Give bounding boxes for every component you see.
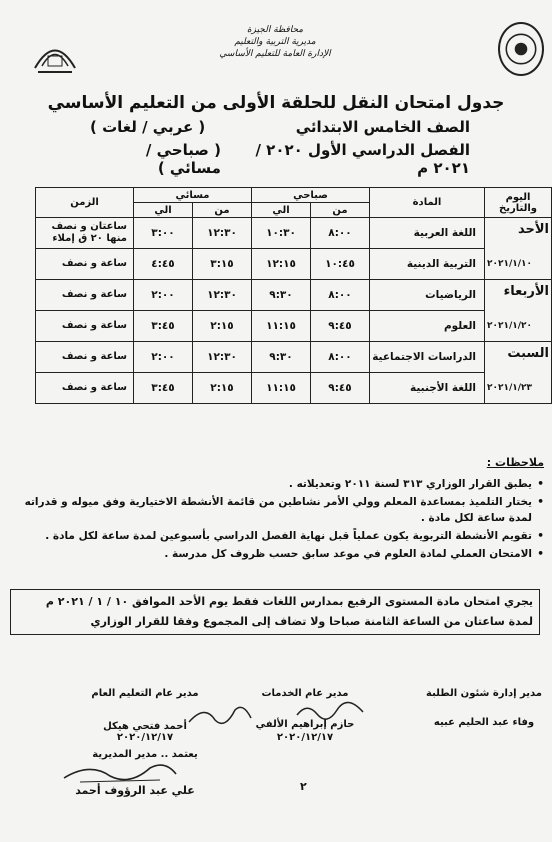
exam-note-line-2: لمدة ساعتان من الساعة الثامنة صباحا ولا تضاف إلى المجموع وفقا للقرار الوزاري	[90, 615, 533, 628]
exam-note-box	[10, 589, 540, 635]
schedule-table	[35, 187, 552, 404]
duration-cell: ساعة و نصف	[36, 311, 134, 342]
page-title: جدول امتحان النقل للحلقة الأولى من التعليم الأساسي	[47, 93, 505, 113]
morning-to-cell: ٩:٣٠	[252, 280, 311, 311]
evening-from-cell: ٢:١٥	[193, 311, 252, 342]
duration-cell: ساعة و نصف	[36, 249, 134, 280]
day-name: الأحد	[517, 222, 549, 237]
col-evening: مسائي	[134, 188, 252, 203]
evening-from-cell: ١٢:٣٠	[193, 342, 252, 373]
note-item: • يختار التلميذ بمساعدة المعلم وولي الأمر نشاطين من قائمة الأنشطة الاختيارية وفق ميوله و قدراته لمدة ساعة لكل مادة .	[4, 494, 544, 526]
subject-cell: التربية الدينية	[370, 249, 485, 280]
evening-from-cell: ٢:١٥	[193, 373, 252, 404]
day-date: ٢٠٢١/١/١٠	[487, 259, 533, 269]
morning-from-cell: ٨:٠٠	[311, 280, 370, 311]
services-signature-icon	[295, 700, 365, 722]
table-row	[36, 249, 552, 280]
day-date: ٢٠٢١/١/٢٣	[487, 383, 533, 393]
subject-cell: اللغة الأجنبية	[370, 373, 485, 404]
track-label: ( عربي / لغات )	[90, 118, 206, 136]
morning-to-cell: ١١:١٥	[252, 373, 311, 404]
subject-cell: العلوم	[370, 311, 485, 342]
evening-from-cell: ٣:١٥	[193, 249, 252, 280]
signature-date: ٢٠٢٠/١٢/١٧	[276, 732, 334, 743]
table-row	[36, 280, 552, 311]
page-number: ٢	[300, 780, 307, 793]
evening-to-cell: ٣:٠٠	[134, 218, 193, 249]
day-date: ٢٠٢١/١/٢٠	[487, 321, 533, 331]
morning-from-cell: ٨:٠٠	[311, 342, 370, 373]
director-name: علي عبد الرؤوف أحمد	[75, 784, 195, 797]
table-row	[36, 342, 552, 373]
approve-label: يعتمد .. مدير المديرية	[92, 749, 198, 760]
signature-name: حازم إبراهيم الألفي	[255, 719, 355, 730]
note-item: • الامتحان العملي لمادة العلوم في موعد سابق حسب ظروف كل مدرسة .	[4, 546, 544, 562]
morning-from-cell: ٨:٠٠	[311, 218, 370, 249]
table-row	[36, 218, 552, 249]
day-name: السبت	[507, 346, 549, 361]
duration-cell: ساعة و نصف	[36, 373, 134, 404]
morning-from-cell: ٩:٤٥	[311, 311, 370, 342]
subject-cell: الرياضيات	[370, 280, 485, 311]
morning-from-cell: ١٠:٤٥	[311, 249, 370, 280]
duration-cell: ساعتان و نصف منها ٢٠ ق إملاء	[36, 218, 134, 249]
col-morning-from: من	[311, 203, 370, 218]
col-morning: صباحي	[252, 188, 370, 203]
signature-date: ٢٠٢٠/١٢/١٧	[116, 732, 174, 743]
signature-title: مدير عام الخدمات	[261, 688, 349, 699]
morning-to-cell: ٩:٣٠	[252, 342, 311, 373]
morning-from-cell: ٩:٤٥	[311, 373, 370, 404]
notes-list	[4, 476, 544, 564]
note-item: • تقويم الأنشطة التربوية يكون عملياً قبل نهاية الفصل الدراسي بأسبوعين لمدة ساعة لكل مادة .	[4, 528, 544, 544]
morning-to-cell: ١٠:٣٠	[252, 218, 311, 249]
directorate-logo-icon	[30, 28, 80, 78]
day-cell	[485, 218, 552, 280]
grade-label: الصف الخامس الابتدائي	[295, 118, 470, 136]
morning-to-cell: ١١:١٥	[252, 311, 311, 342]
note-item: • يطبق القرار الوزاري ٣١٣ لسنة ٢٠١١ وتعديلاته .	[4, 476, 544, 492]
duration-cell: ساعة و نصف	[36, 342, 134, 373]
day-name: الأربعاء	[503, 284, 549, 299]
day-cell	[485, 342, 552, 404]
signature-name: أحمد فتحي هيكل	[103, 721, 187, 732]
evening-to-cell: ٤:٤٥	[134, 249, 193, 280]
evening-to-cell: ٣:٤٥	[134, 373, 193, 404]
exam-note-line-1: يجري امتحان مادة المستوى الرفيع بمدارس اللغات فقط يوم الأحد الموافق ١٠ / ١ / ٢٠٢١ م	[45, 595, 533, 608]
subject-cell: اللغة العربية	[370, 218, 485, 249]
signature-affairs	[424, 688, 544, 728]
col-subject: المادة	[370, 188, 485, 218]
day-cell	[485, 280, 552, 342]
director-signature-icon	[60, 760, 180, 786]
signature-title: مدير عام التعليم العام	[91, 688, 199, 699]
header-line-3: الإدارة العامة للتعليم الأساسي	[219, 49, 331, 59]
evening-to-cell: ٢:٠٠	[134, 280, 193, 311]
header-line-2: مديرية التربية والتعليم	[234, 37, 316, 47]
subject-cell: الدراسات الاجتماعية	[370, 342, 485, 373]
col-evening-to: الي	[134, 203, 193, 218]
notes-title: ملاحظات :	[486, 456, 544, 469]
shift-label: ( صباحي / مسائي )	[145, 141, 221, 177]
col-evening-from: من	[193, 203, 252, 218]
col-morning-to: الي	[252, 203, 311, 218]
col-day: اليوم والتاريخ	[485, 188, 552, 218]
header-line-1: محافظة الجيزة	[246, 25, 304, 35]
term-row	[90, 141, 470, 177]
table-row	[36, 373, 552, 404]
signature-name: وفاء عبد الحليم عبيه	[433, 717, 535, 728]
education-signature-icon	[185, 702, 255, 730]
signature-title: مدير إدارة شئون الطلبة	[426, 688, 542, 699]
duration-cell: ساعة و نصف	[36, 280, 134, 311]
evening-to-cell: ٢:٠٠	[134, 342, 193, 373]
morning-to-cell: ١٢:١٥	[252, 249, 311, 280]
evening-from-cell: ١٢:٣٠	[193, 280, 252, 311]
term-label: الفصل الدراسي الأول ٢٠٢٠ / ٢٠٢١ م	[255, 141, 470, 177]
col-duration: الزمن	[36, 188, 134, 218]
ministry-logo-icon	[498, 22, 544, 76]
header-text	[160, 24, 390, 60]
evening-to-cell: ٣:٤٥	[134, 311, 193, 342]
grade-row	[90, 118, 470, 136]
evening-from-cell: ١٢:٣٠	[193, 218, 252, 249]
table-row	[36, 311, 552, 342]
